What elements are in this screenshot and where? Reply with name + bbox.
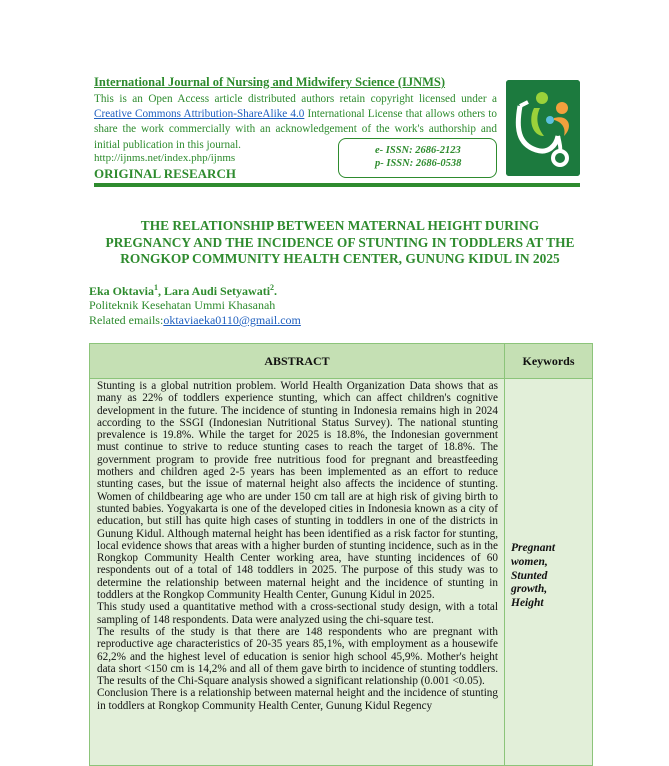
keywords-header: Keywords: [505, 344, 592, 379]
author-2: Lara Audi Setyawati: [164, 284, 271, 298]
author-1-sup: 1: [154, 283, 159, 292]
email-line: [89, 313, 301, 328]
authors: [89, 283, 277, 299]
author-1: Eka Oktavia: [89, 284, 155, 298]
license-link[interactable]: Creative Commons Attribution-ShareAlike 4.0: [94, 108, 305, 121]
header-divider: [94, 183, 580, 187]
title-line: RONGKOP COMMUNITY HEALTH CENTER, GUNUNG KIDUL IN 2025: [120, 251, 560, 267]
abstract-paragraph: Stunting is a global nutrition problem. World Health Organization Data shows that as many as 22% of toddlers experience stunting, which can affect children's cognitive development in the future. The incidence of stunting in Indonesia remains high in 2024 according to the SSGI (Indonesian Nutritional Status Survey). The national stunting prevalence is 19.8%. While the target for 2025 is 18.8%, the Indonesian government must continue to strive to reduce stunting cases to reach the target of 18.8%. The government program to provide free nutritious food for pregnant and breastfeeding mothers and children aged 2-5 years has been implemented as an effort to reduce stunting cases, but the issue of maternal height also affects the incidence of stunting. Women of childbearing age who are under 150 cm tall are at high risk of giving birth to stunted babies. Yogyakarta is one of the developed cities in Indonesia known as a city of education, but still has quite high cases of stunting in toddlers in one of the districts in Gunung Kidul. Although maternal height has been identified as a risk factor for stunting, local evidence shows that areas with a higher burden of stunting incidence, such as in the Rongkop Community Health Center working area, have stunting incidences of 60 respondents out of a total of 148 toddlers in 2025. The purpose of this study was to determine the relationship between maternal height and the incidence of stunting in toddlers at the Rongkop Community Health Center, Gunung Kidul in 2025.: [97, 380, 498, 602]
journal-title[interactable]: International Journal of Nursing and Midwifery Science (IJNMS): [94, 75, 446, 89]
section-label: ORIGINAL RESEARCH: [94, 166, 236, 181]
e-issn: e- ISSN: 2686-2123: [375, 145, 461, 156]
email-link[interactable]: oktaviaeka0110@gmail.com: [163, 313, 301, 327]
p-issn: p- ISSN: 2686-0538: [375, 158, 462, 169]
author-end: .: [274, 284, 278, 298]
abstract-table: [89, 343, 593, 766]
issn-box: [338, 138, 497, 178]
abstract-paragraph: This study used a quantitative method with a cross-sectional study design, with a total sampling of 148 respondents. Data were analyzed using the chi-square test.: [97, 601, 498, 626]
email-label: Related emails:: [89, 313, 164, 327]
keywords-text: Pregnant women, Stunted growth, Height: [511, 542, 556, 610]
keywords-body: [505, 379, 592, 765]
author-separator: ,: [158, 284, 165, 298]
stethoscope-people-logo-icon: [506, 80, 580, 176]
title-line: PREGNANCY AND THE INCIDENCE OF STUNTING IN TODDLERS AT THE: [105, 234, 575, 250]
title-line: THE RELATIONSHIP BETWEEN MATERNAL HEIGHT DURING: [140, 218, 540, 233]
abstract-header: ABSTRACT: [90, 344, 505, 379]
abstract-body: [90, 379, 505, 765]
paper-title: [80, 218, 600, 268]
oa-text-before: This is an Open Access article distributed authors retain copyright licensed under a: [94, 93, 497, 105]
abstract-paragraph: Conclusion There is a relationship between maternal height and the incidence of stunting in toddlers at Rongkop Community Health Center, Gunung Kidul Regency: [97, 687, 498, 712]
abstract-paragraph: The results of the study is that there are 148 respondents who are pregnant with reproductive age characteristics of 20-35 years 85,1%, with employment as a housewife 62,2% and the highest level of education is senior high school 45,9%. Mother's height data short <150 cm is 14,2% and all of them gave birth to incidence of stunting toddlers. The results of the Chi-Square analysis showed a significant relationship (0.001 <0.05).: [97, 625, 498, 688]
journal-url[interactable]: http://ijnms.net/index.php/ijnms: [94, 152, 236, 164]
author-2-sup: 2: [270, 283, 275, 292]
oa-text-after: International License that allows others to share the work commercially with an acknowledgement of the work's authorship and initial publication in this journal.: [94, 108, 497, 151]
affiliation: Politeknik Kesehatan Ummi Khasanah: [89, 298, 276, 312]
